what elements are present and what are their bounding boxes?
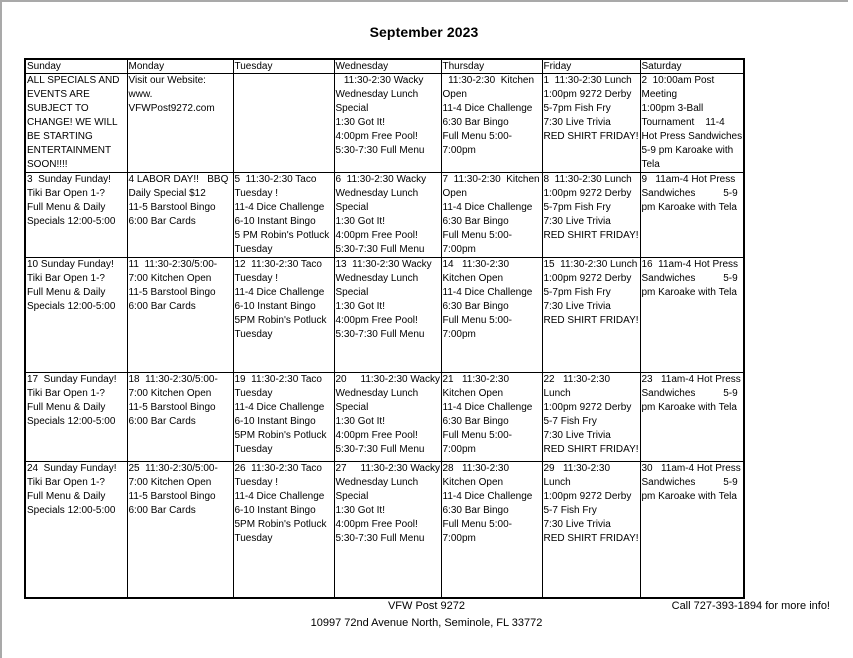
day-notes: 26 11:30-2:30 Taco Tuesday ! 11-4 Dice Challenge 6-10 Instant Bingo 5PM Robin's Potluck Tuesday [234,463,327,544]
calendar-grid [24,58,745,599]
day-notes: 1 11:30-2:30 Lunch 1:00pm 9272 Derby 5-7pm Fish Fry 7:30 Live Trivia RED SHIRT FRIDAY! [543,75,639,142]
day-cell [127,373,233,462]
day-notes: 17 Sunday Funday! Tiki Bar Open 1-? Full Menu & Daily Specials 12:00-5:00 [27,374,117,427]
day-cell [640,258,744,373]
footer-address: 10997 72nd Avenue North, Seminole, FL 33772 [310,617,543,629]
day-notes: ALL SPECIALS AND EVENTS ARE SUBJECT TO CHANGE! WE WILL BE STARTING ENTERTAINMENT SOON!!!! [27,75,123,170]
day-notes: 25 11:30-2:30/5:00-7:00 Kitchen Open 11-5 Barstool Bingo 6:00 Bar Cards [128,463,218,516]
day-notes: 9 11am-4 Hot Press Sandwiches 5-9 pm Karoake with Tela [641,174,741,213]
day-notes: Visit our Website: www. VFWPost9272.com [128,75,215,114]
day-cell [542,462,640,598]
day-cell [25,258,127,373]
day-notes: 23 11am-4 Hot Press Sandwiches 5-9 pm Karoake with Tela [641,374,744,413]
day-notes: 11:30-2:30 Kitchen Open 11-4 Dice Challenge 6:30 Bar Bingo Full Menu 5:00-7:00pm [442,75,535,156]
weekday-header: Wednesday [334,59,441,74]
day-cell [127,74,233,173]
day-cell [441,373,542,462]
calendar-title: September 2023 [369,24,479,40]
day-cell [542,258,640,373]
day-cell [233,173,334,258]
day-cell [25,462,127,598]
footer-organization: VFW Post 9272 [387,600,466,612]
week-row [25,258,744,373]
day-notes: 20 11:30-2:30 Wacky Wednesday Lunch Special 1:30 Got It! 4:00pm Free Pool! 5:30-7:30 Full Menu [335,374,440,455]
weekday-header: Friday [542,59,640,74]
day-cell [441,173,542,258]
day-cell [127,462,233,598]
day-cell [334,74,441,173]
day-notes: 29 11:30-2:30 Lunch 1:00pm 9272 Derby 5-7 Fish Fry 7:30 Live Trivia RED SHIRT FRIDAY! [543,463,639,544]
day-notes: 12 11:30-2:30 Taco Tuesday ! 11-4 Dice Challenge 6-10 Instant Bingo 5PM Robin's Potluck Tuesday [234,259,327,340]
day-notes: 6 11:30-2:30 Wacky Wednesday Lunch Special 1:30 Got It! 4:00pm Free Pool! 5:30-7:30 Full Menu [335,174,427,255]
day-cell [640,462,744,598]
day-notes: 11 11:30-2:30/5:00-7:00 Kitchen Open 11-5 Barstool Bingo 6:00 Bar Cards [128,259,218,312]
week-row [25,74,744,173]
day-cell [334,173,441,258]
day-cell [640,173,744,258]
day-notes: 13 11:30-2:30 Wacky Wednesday Lunch Special 1:30 Got It! 4:00pm Free Pool! 5:30-7:30 Full Menu [335,259,432,340]
day-cell [334,373,441,462]
day-notes: 5 11:30-2:30 Taco Tuesday ! 11-4 Dice Challenge 6-10 Instant Bingo 5 PM Robin's Potluck Tuesday [234,174,330,255]
day-cell [334,258,441,373]
day-notes: 3 Sunday Funday! Tiki Bar Open 1-? Full Menu & Daily Specials 12:00-5:00 [27,174,116,227]
day-cell [127,258,233,373]
footer-call-info: Call 727-393-1894 for more info! [671,600,830,612]
day-cell [441,258,542,373]
day-cell [542,173,640,258]
weekday-header-row [25,59,744,74]
day-notes: 28 11:30-2:30 Kitchen Open 11-4 Dice Challenge 6:30 Bar Bingo Full Menu 5:00-7:00pm [442,463,533,544]
day-cell [233,462,334,598]
day-notes: 19 11:30-2:30 Taco Tuesday 11-4 Dice Challenge 6-10 Instant Bingo 5PM Robin's Potluck Tuesday [234,374,327,455]
weekday-header: Tuesday [233,59,334,74]
day-cell [127,173,233,258]
day-cell [233,258,334,373]
day-notes: 2 10:00am Post Meeting 1:00pm 3-Ball Tournament 11-4 Hot Press Sandwiches 5-9 pm Karoake with Tela [641,75,743,170]
day-notes: 22 11:30-2:30 Lunch 1:00pm 9272 Derby 5-7 Fish Fry 7:30 Live Trivia RED SHIRT FRIDAY! [543,374,639,455]
day-cell [441,74,542,173]
weekday-header: Thursday [441,59,542,74]
weekday-header: Monday [127,59,233,74]
day-notes: 11:30-2:30 Wacky Wednesday Lunch Special 1:30 Got It! 4:00pm Free Pool! 5:30-7:30 Full Menu [335,75,425,156]
day-notes: 7 11:30-2:30 Kitchen Open 11-4 Dice Challenge 6:30 Bar Bingo Full Menu 5:00-7:00pm [442,174,540,255]
weekday-header: Saturday [640,59,744,74]
day-notes: 21 11:30-2:30 Kitchen Open 11-4 Dice Challenge 6:30 Bar Bingo Full Menu 5:00-7:00pm [442,374,533,455]
day-notes: 30 11am-4 Hot Press Sandwiches 5-9 pm Karoake with Tela [641,463,744,502]
day-cell [233,74,334,173]
weekday-header: Sunday [25,59,127,74]
page-edge-left [0,0,2,658]
day-cell [25,173,127,258]
week-row [25,173,744,258]
day-notes: 27 11:30-2:30 Wacky Wednesday Lunch Special 1:30 Got It! 4:00pm Free Pool! 5:30-7:30 Full Menu [335,463,440,544]
day-cell [25,373,127,462]
day-notes: 15 11:30-2:30 Lunch 1:00pm 9272 Derby 5-7pm Fish Fry 7:30 Live Trivia RED SHIRT FRIDAY! [543,259,639,326]
day-cell [542,74,640,173]
day-notes: 8 11:30-2:30 Lunch 1:00pm 9272 Derby 5-7pm Fish Fry 7:30 Live Trivia RED SHIRT FRIDAY! [543,174,639,241]
day-cell [233,373,334,462]
day-notes: 18 11:30-2:30/5:00-7:00 Kitchen Open 11-5 Barstool Bingo 6:00 Bar Cards [128,374,218,427]
page-edge-top [0,0,848,2]
day-cell [542,373,640,462]
day-cell [441,462,542,598]
day-notes: 4 LABOR DAY!! BBQ Daily Special $12 11-5 Barstool Bingo 6:00 Bar Cards [128,174,229,227]
day-notes: 24 Sunday Funday! Tiki Bar Open 1-? Full Menu & Daily Specials 12:00-5:00 [27,463,117,516]
day-cell [334,462,441,598]
week-row [25,462,744,598]
day-notes: 14 11:30-2:30 Kitchen Open 11-4 Dice Challenge 6:30 Bar Bingo Full Menu 5:00-7:00pm [442,259,533,340]
day-cell [25,74,127,173]
day-notes: 10 Sunday Funday! Tiki Bar Open 1-? Full Menu & Daily Specials 12:00-5:00 [27,259,116,312]
day-cell [640,74,744,173]
day-notes: 16 11am-4 Hot Press Sandwiches 5-9 pm Karoake with Tela [641,259,741,298]
week-row [25,373,744,462]
day-cell [640,373,744,462]
